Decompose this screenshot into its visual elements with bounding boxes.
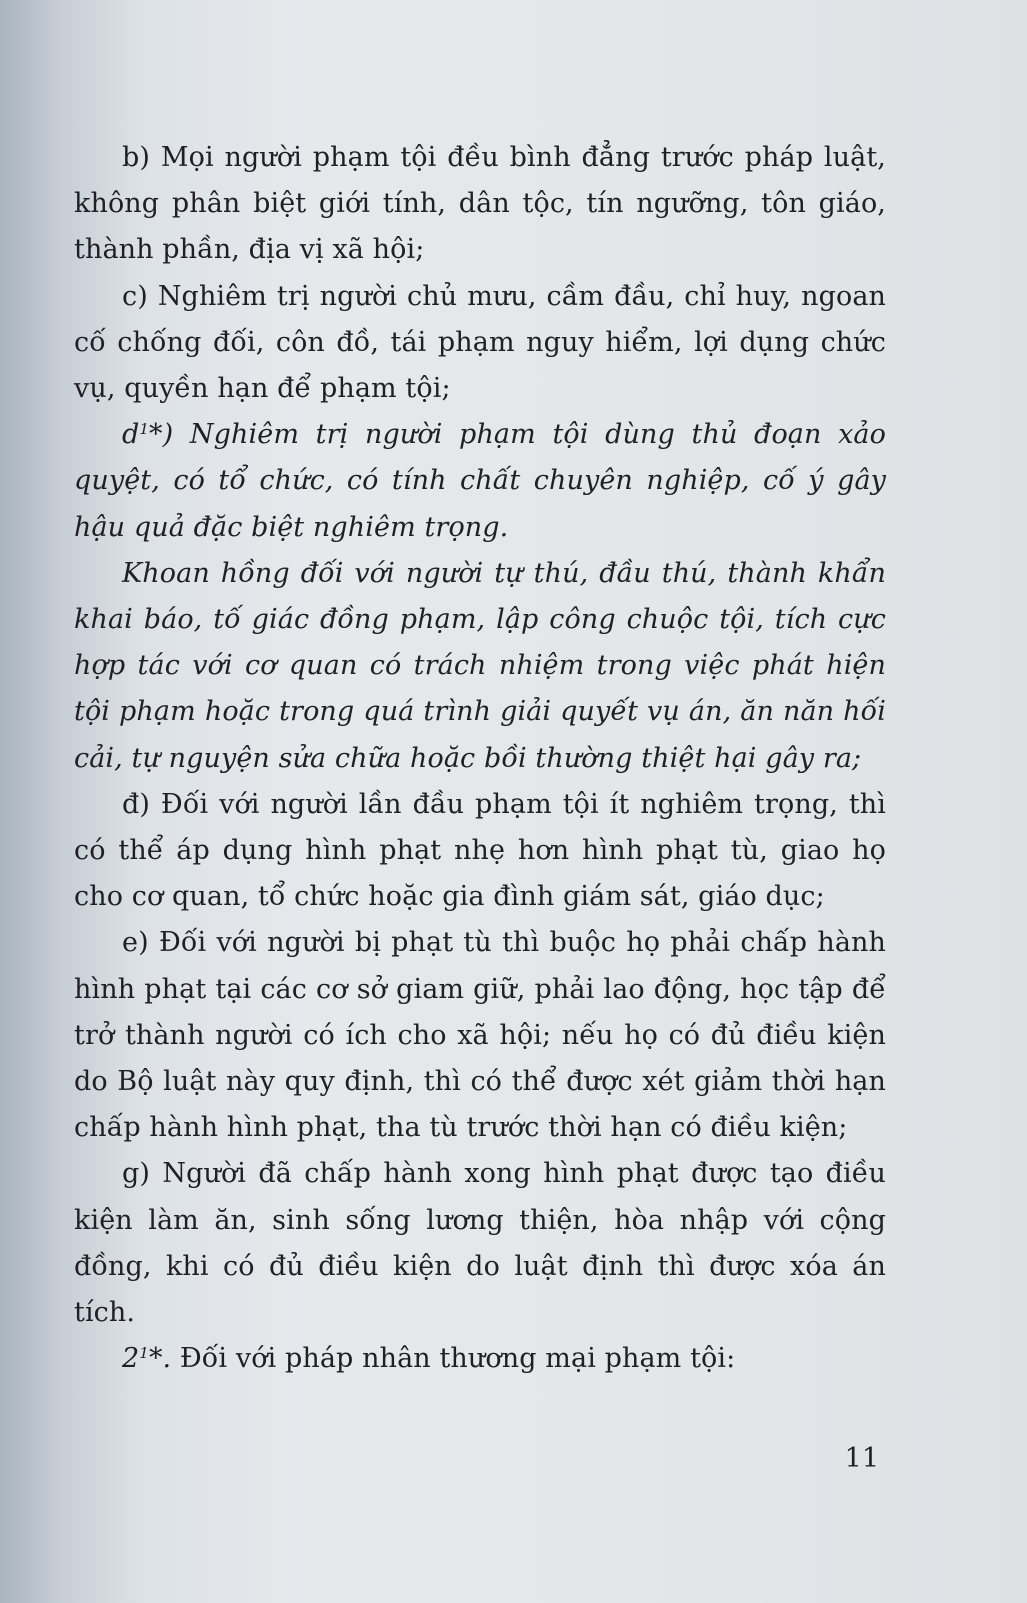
paragraph-b: b) Mọi người phạm tội đều bình đẳng trước pháp luật, không phân biệt giới tính, dân tộc, tín ngưỡng, tôn giáo, thành phần, địa vị xã hội; — [74, 142, 886, 266]
paragraph-c: c) Nghiêm trị người chủ mưu, cầm đầu, chỉ huy, ngoan cố chống đối, côn đồ, tái phạm nguy hiểm, lợi dụng chức vụ, quyền hạn để phạm tội; — [74, 280, 886, 405]
paragraph-d1: $d^1*$) Nghiêm trị người phạm tội dùng thủ đoạn xảo quyệt, có tổ chức, có tính chất chuyên nghiệp, cố ý gây hậu quả đặc biệt nghiêm trọng. — [74, 419, 886, 543]
paragraph-khoan-hong: Khoan hồng đối với người tự thú, đầu thú, thành khẩn khai báo, tố giác đồng phạm, lập công chuộc tội, tích cực hợp tác với cơ quan có trách nhiệm trong việc phát hiện tội phạm hoặc trong quá trình giải quyết vụ án, ăn năn hối cải, tự nguyện sửa chữa hoặc bồi thường thiệt hại gây ra; — [74, 557, 886, 774]
paragraph-g: g) Người đã chấp hành xong hình phạt được tạo điều kiện làm ăn, sinh sống lương thiện, hòa nhập với cộng đồng, khi có đủ điều kiện do luật định thì được xóa án tích. — [74, 1158, 886, 1329]
body-text — [74, 135, 886, 1382]
paragraph-2-1: $2^1*$. Đối với pháp nhân thương mại phạm tội: — [122, 1343, 736, 1375]
page-number: 11 — [844, 1443, 879, 1474]
paragraph-e: e) Đối với người bị phạt tù thì buộc họ phải chấp hành hình phạt tại các cơ sở giam giữ, phải lao động, học tập để trở thành người có ích cho xã hội; nếu họ có đủ điều kiện do Bộ luật này quy định, thì có thể được xét giảm thời hạn chấp hành hình phạt, tha tù trước thời hạn có điều kiện; — [74, 927, 886, 1144]
paragraph-dd: đ) Đối với người lần đầu phạm tội ít nghiêm trọng, thì có thể áp dụng hình phạt nhẹ hơn hình phạt tù, giao họ cho cơ quan, tổ chức hoặc gia đình giám sát, giáo dục; — [74, 788, 886, 913]
